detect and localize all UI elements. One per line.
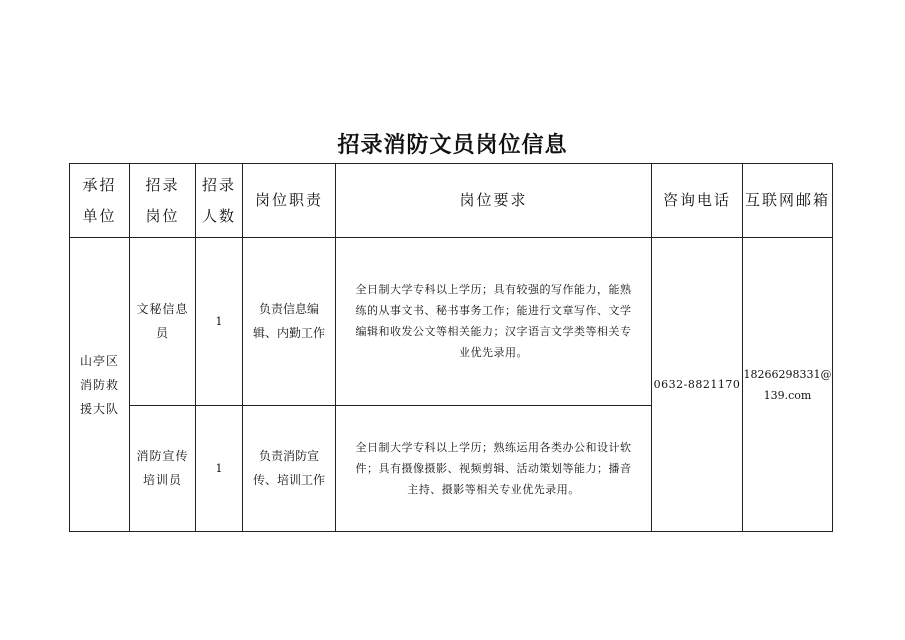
- count-cell: 1: [196, 238, 243, 406]
- header-unit: 承招 单位: [70, 164, 130, 238]
- header-count: 招录 人数: [196, 164, 243, 238]
- header-position: 招录 岗位: [130, 164, 196, 238]
- requirement-cell: 全日制大学专科以上学历；熟练运用各类办公和设计软 件；具有摄像摄影、视频剪辑、活动策划等能力；播音 主持、摄影等相关专业优先录用。: [336, 405, 652, 531]
- position-cell: 文秘信息 员: [130, 238, 196, 406]
- header-row: [70, 164, 833, 238]
- count-cell: 1: [196, 405, 243, 531]
- duty-cell: 负责消防宣 传、培训工作: [243, 405, 336, 531]
- email-cell: 18266298331@ 139.com: [743, 238, 833, 532]
- phone-cell: 0632-8821170: [652, 238, 743, 532]
- header-duty: 岗位职责: [243, 164, 336, 238]
- unit-cell: 山亭区 消防救 援大队: [70, 238, 130, 532]
- duty-cell: 负责信息编 辑、内勤工作: [243, 238, 336, 406]
- header-email: 互联网邮箱: [743, 164, 833, 238]
- requirement-cell: 全日制大学专科以上学历；具有较强的写作能力，能熟 练的从事文书、秘书事务工作；能进行文章写作、文学 编辑和收发公文等相关能力；汉字语言文学类等相关专 业优先录用。: [336, 238, 652, 406]
- recruitment-table: [69, 163, 833, 532]
- table-row: [70, 238, 833, 406]
- position-cell: 消防宣传 培训员: [130, 405, 196, 531]
- document-title: 招录消防文员岗位信息: [337, 132, 568, 158]
- header-phone: 咨询电话: [652, 164, 743, 238]
- header-requirement: 岗位要求: [336, 164, 652, 238]
